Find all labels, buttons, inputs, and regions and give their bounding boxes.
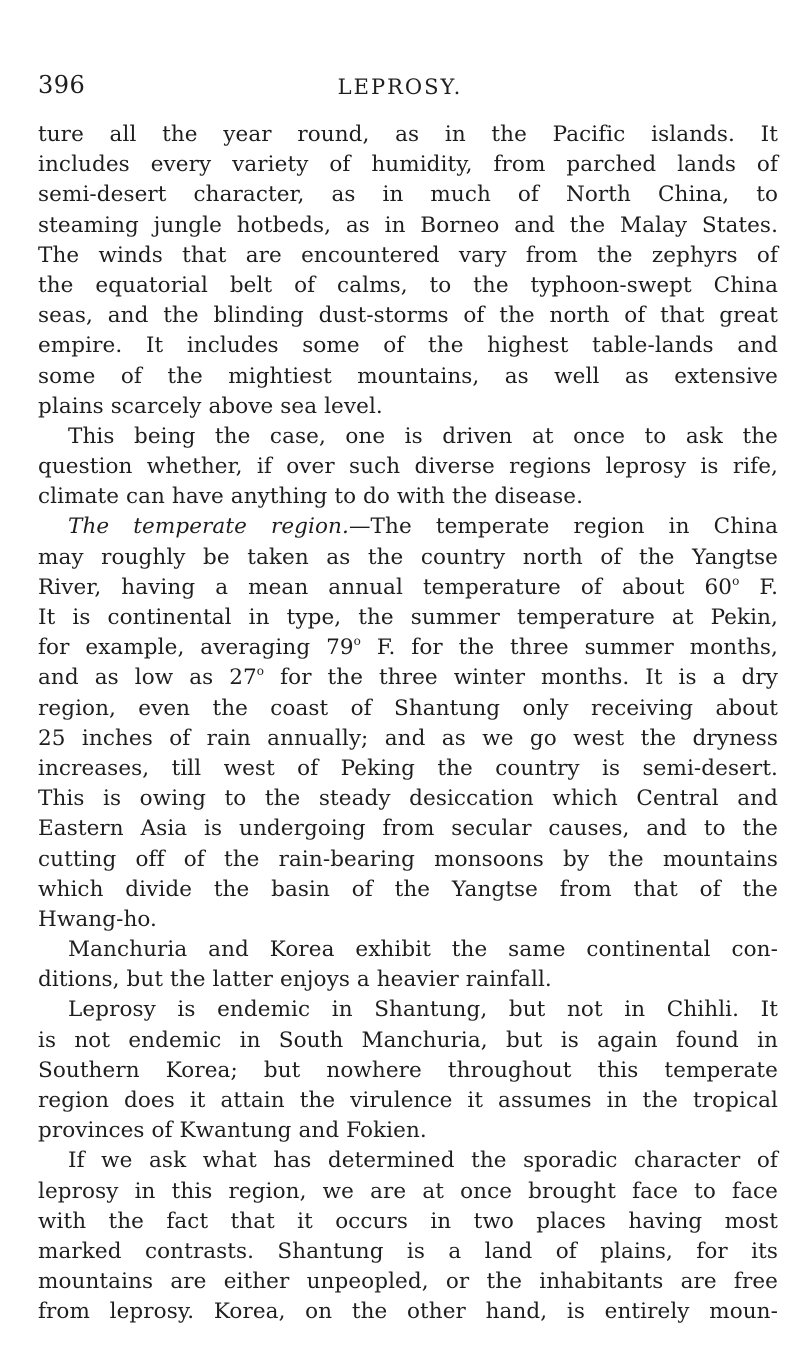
italic-heading: The temperate region. bbox=[68, 514, 349, 540]
line-text: for the three winter months. It is a dry bbox=[264, 665, 778, 691]
line-text: steaming jungle hotbeds, as in Borneo and the Malay States. bbox=[38, 212, 778, 238]
text-line bbox=[38, 814, 778, 844]
text-line bbox=[38, 1026, 778, 1056]
line-text: with the fact that it occurs in two places having most bbox=[38, 1208, 778, 1234]
text-line bbox=[38, 150, 778, 180]
text-line bbox=[38, 965, 778, 995]
text-line bbox=[38, 392, 778, 422]
line-text: the equatorial belt of calms, to the typhoon-swept China bbox=[38, 272, 778, 298]
text-line bbox=[38, 301, 778, 331]
line-text: includes every variety of humidity, from parched lands of bbox=[38, 152, 778, 178]
text-line bbox=[38, 1267, 778, 1297]
text-line bbox=[38, 1207, 778, 1237]
line-text: increases, till west of Peking the country is semi-desert. bbox=[38, 755, 778, 781]
line-text: If we ask what has determined the sporadic character of bbox=[68, 1148, 778, 1174]
page-number: 396 bbox=[38, 71, 86, 99]
text-line bbox=[38, 1237, 778, 1267]
line-text: mountains are either unpeopled, or the inhabitants are free bbox=[38, 1269, 778, 1295]
line-text: region, even the coast of Shantung only receiving about bbox=[38, 695, 778, 721]
text-line bbox=[38, 1146, 778, 1176]
line-text: empire. It includes some of the highest table-lands and bbox=[38, 333, 778, 359]
line-text: for example, averaging 79 bbox=[38, 635, 354, 661]
text-line bbox=[38, 935, 778, 965]
text-line bbox=[38, 663, 778, 693]
line-text: Hwang-ho. bbox=[38, 906, 157, 932]
line-text: is not endemic in South Manchuria, but is again found in bbox=[38, 1027, 778, 1053]
line-text: semi-desert character, as in much of North China, to bbox=[38, 182, 778, 208]
line-text: The winds that are encountered vary from the zephyrs of bbox=[38, 242, 778, 268]
text-line bbox=[38, 1056, 778, 1086]
text-line bbox=[38, 754, 778, 784]
text-line bbox=[38, 995, 778, 1025]
line-text: cutting off of the rain-bearing monsoons by the mountains bbox=[38, 846, 778, 872]
text-line bbox=[38, 331, 778, 361]
text-line bbox=[38, 845, 778, 875]
line-text: F. for the three summer months, bbox=[360, 635, 778, 661]
line-text: region does it attain the virulence it assumes in the tropical bbox=[38, 1088, 778, 1113]
text-line bbox=[38, 573, 778, 603]
line-text: Manchuria and Korea exhibit the same continental con- bbox=[68, 937, 778, 963]
line-text: plains scarcely above sea level. bbox=[38, 393, 383, 419]
text-line bbox=[38, 452, 778, 482]
degree-sign: o bbox=[256, 664, 265, 679]
line-text: may roughly be taken as the country north of the Yangtse bbox=[38, 544, 778, 570]
text-line bbox=[38, 211, 778, 241]
line-text: marked contrasts. Shantung is a land of plains, for its bbox=[38, 1238, 778, 1264]
line-text: some of the mightiest mountains, as well as extensive bbox=[38, 363, 778, 389]
body-text bbox=[38, 120, 778, 1328]
degree-sign: o bbox=[732, 573, 740, 588]
text-line bbox=[38, 543, 778, 573]
text-line bbox=[38, 512, 778, 542]
text-line bbox=[38, 1086, 778, 1116]
text-line bbox=[38, 1116, 778, 1146]
line-text: climate can have anything to do with the disease. bbox=[38, 484, 584, 510]
line-text: It is continental in type, the summer temperature at Pekin, bbox=[38, 605, 778, 630]
line-text: which divide the basin of the Yangtse from that of the bbox=[38, 876, 778, 902]
text-line bbox=[38, 482, 778, 512]
line-text: ture all the year round, as in the Pacific islands. It bbox=[38, 122, 778, 147]
line-text: leprosy in this region, we are at once brought face to face bbox=[38, 1178, 778, 1204]
line-text: River, having a mean annual temperature of about 60 bbox=[38, 574, 733, 600]
text-line bbox=[38, 422, 778, 452]
line-text: —The temperate region in China bbox=[348, 514, 778, 540]
line-text: ditions, but the latter enjoys a heavier rainfall. bbox=[38, 967, 552, 993]
text-line bbox=[38, 905, 778, 935]
text-line bbox=[38, 1297, 778, 1327]
text-line bbox=[38, 694, 778, 724]
line-text: F. bbox=[739, 574, 778, 600]
running-head: LEPROSY. bbox=[337, 75, 463, 99]
text-line bbox=[38, 633, 778, 663]
line-text: Eastern Asia is undergoing from secular causes, and to the bbox=[38, 816, 778, 842]
line-text: 25 inches of rain annually; and as we go west the dryness bbox=[38, 725, 778, 751]
text-line bbox=[38, 362, 778, 392]
text-line bbox=[38, 875, 778, 905]
text-line bbox=[38, 271, 778, 301]
line-text: from leprosy. Korea, on the other hand, is entirely moun- bbox=[38, 1299, 778, 1325]
line-text: question whether, if over such diverse regions leprosy is rife, bbox=[38, 454, 778, 480]
text-line bbox=[38, 784, 778, 814]
line-text: This being the case, one is driven at once to ask the bbox=[68, 423, 778, 449]
text-line bbox=[38, 120, 778, 150]
text-line bbox=[38, 603, 778, 633]
line-text: This is owing to the steady desiccation which Central and bbox=[38, 786, 778, 812]
line-text: and as low as 27 bbox=[38, 665, 257, 691]
line-text: Leprosy is endemic in Shantung, but not in Chihli. It bbox=[68, 997, 778, 1023]
text-line bbox=[38, 724, 778, 754]
degree-sign: o bbox=[353, 634, 361, 649]
text-line bbox=[38, 180, 778, 210]
text-line bbox=[38, 1177, 778, 1207]
line-text: provinces of Kwantung and Fokien. bbox=[38, 1118, 427, 1144]
line-text: Southern Korea; but nowhere throughout this temperate bbox=[38, 1057, 778, 1083]
line-text: seas, and the blinding dust-storms of the north of that great bbox=[38, 303, 778, 329]
text-line bbox=[38, 241, 778, 271]
